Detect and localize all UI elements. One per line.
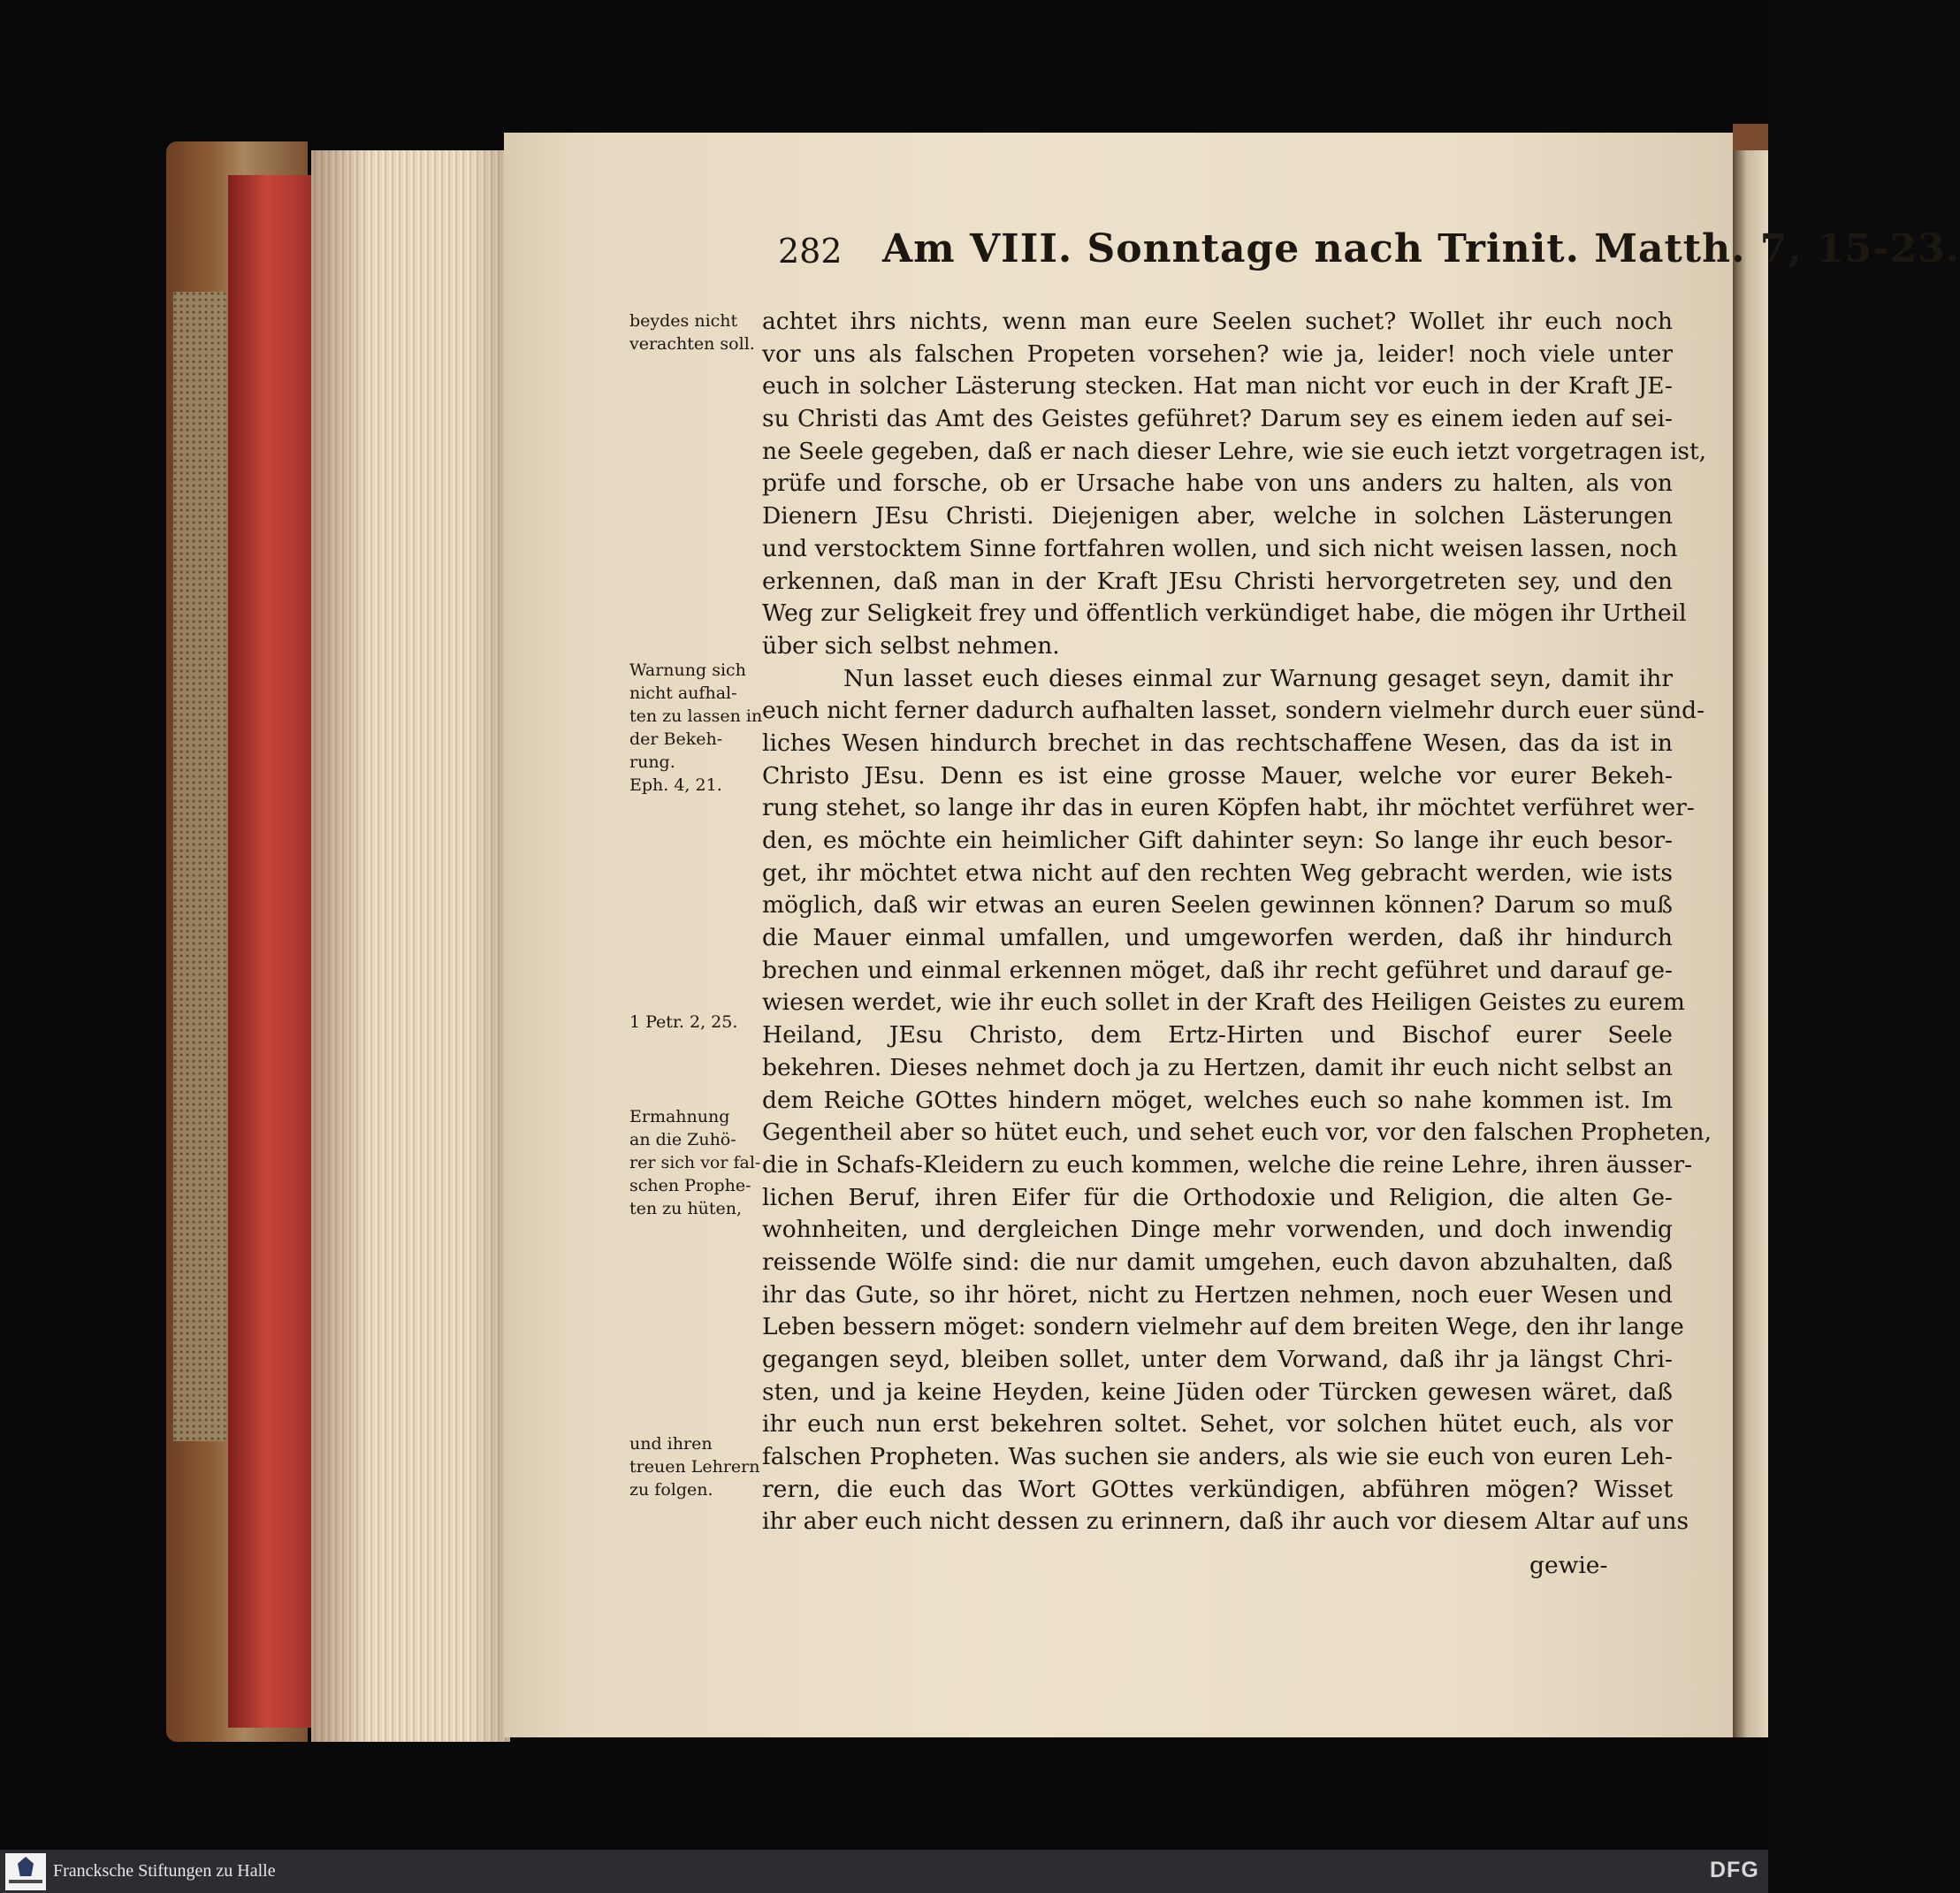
marbled-cover-pattern (173, 292, 226, 1441)
text-line: sten, und ja keine Heyden, keine Jüden oder Türcken gewesen wäret, daß (762, 1378, 1673, 1406)
margin-note-line: nicht aufhal- (629, 683, 737, 703)
text-line: wiesen werdet, wie ihr euch sollet in der Kraft des Heiligen Geistes zu eurem (762, 988, 1685, 1017)
text-line: rern, die euch das Wort GOttes verkündigen, abführen mögen? Wisset (762, 1475, 1673, 1503)
book-cover-right (1733, 124, 1768, 150)
text-line: ihr das Gute, so ihr höret, nicht zu Hertzen nehmen, noch euer Wesen und (762, 1280, 1673, 1309)
text-line: euch nicht ferner dadurch aufhalten lasset, sondern vielmehr durch euer sünd- (762, 697, 1705, 725)
catchword: gewie- (1529, 1552, 1608, 1579)
text-line: Gegentheil aber so hütet euch, und sehet euch vor, vor den falschen Propheten, (762, 1118, 1712, 1147)
text-line: gegangen seyd, bleiben sollet, unter dem Vorwand, daß ihr ja längst Chri- (762, 1346, 1673, 1373)
red-page-edges (228, 175, 324, 1728)
text-line: erkennen, daß man in der Kraft JEsu Christi hervorgetreten sey, und den (762, 567, 1673, 595)
text-line: ihr aber euch nicht dessen zu erinnern, daß ihr auch vor diesem Altar auf uns (762, 1508, 1689, 1536)
margin-note-line: rung. (629, 752, 675, 772)
text-line: möglich, daß wir etwas an euren Seelen gewinnen können? Darum so muß (762, 891, 1673, 920)
margin-note-line: ten zu lassen in (629, 706, 763, 726)
margin-note-line: verachten soll. (629, 334, 755, 354)
margin-note-line: rer sich vor fal- (629, 1153, 761, 1172)
text-line: su Christi das Amt des Geistes geführet? Darum sey es einem ieden auf sei- (762, 405, 1673, 433)
dfg-logo[interactable]: DFG (1710, 1858, 1759, 1882)
text-line: Dienern JEsu Christi. Diejenigen aber, welche in solchen Lästerungen (762, 502, 1673, 530)
margin-note-line: beydes nicht (629, 311, 738, 331)
page-stack-shadow (311, 150, 510, 1742)
text-line: get, ihr möchtet etwa nicht auf den rechten Weg gebracht werden, wie ists (762, 859, 1673, 887)
margin-note-line: der Bekeh- (629, 729, 723, 749)
text-line: Christo JEsu. Denn es ist eine grosse Mauer, welche vor eurer Bekeh- (762, 761, 1673, 790)
text-line: über sich selbst nehmen. (762, 631, 1060, 660)
margin-note-line: treuen Lehrern (629, 1457, 760, 1477)
text-line: und verstocktem Sinne fortfahren wollen, und sich nicht weisen lassen, noch (762, 534, 1678, 562)
book-gutter (1733, 137, 1768, 1737)
margin-note-line: zu folgen. (629, 1480, 713, 1500)
text-line: dem Reiche GOttes hindern möget, welches euch so nahe kommen ist. Im (762, 1086, 1673, 1114)
text-line: prüfe und forsche, ob er Ursache habe von uns anders zu halten, als von (762, 469, 1673, 498)
text-line: den, es möchte ein heimlicher Gift dahinter seyn: So lange ihr euch besor- (762, 827, 1673, 854)
margin-note-line: Ermahnung (629, 1107, 730, 1126)
margin-note (629, 659, 762, 797)
text-line: Heiland, JEsu Christo, dem Ertz-Hirten und Bischof eurer Seele (762, 1021, 1673, 1050)
text-line: euch in solcher Lästerung stecken. Hat man nicht vor euch in der Kraft JE- (762, 372, 1673, 401)
text-line: bekehren. Dieses nehmet doch ja zu Hertzen, damit ihr euch nicht selbst an (762, 1053, 1673, 1081)
running-head: Am VIII. Sonntage nach Trinit. Matth. 7, 15-23. (882, 226, 1960, 271)
institution-name[interactable]: Francksche Stiftungen zu Halle (53, 1861, 276, 1881)
margin-note-line: Warnung sich (629, 660, 746, 680)
text-line: reissende Wölfe sind: die nur damit umgehen, euch davon abzuhalten, daß (762, 1248, 1673, 1276)
margin-note-line: schen Prophe- (629, 1176, 751, 1195)
margin-note (629, 1432, 762, 1501)
page-number: 282 (778, 232, 843, 271)
page-header (778, 226, 1960, 285)
text-line: ne Seele gegeben, daß er nach dieser Lehre, wie sie euch ietzt vorgetragen ist, (762, 437, 1707, 465)
text-line: lichen Beruf, ihren Eifer für die Orthodoxie und Religion, die alten Ge- (762, 1183, 1673, 1211)
text-line: liches Wesen hindurch brechet in das rechtschaffene Wesen, das da ist in (762, 729, 1673, 757)
text-line: Leben bessern möget: sondern vielmehr auf dem breiten Wege, den ihr lange (762, 1313, 1684, 1341)
main-text (762, 306, 1712, 1538)
margin-note-line: Eph. 4, 21. (629, 775, 722, 795)
margin-note (629, 1011, 762, 1034)
text-line: die in Schafs-Kleidern zu euch kommen, welche die reine Lehre, ihren äusser- (762, 1150, 1693, 1179)
text-line: wohnheiten, und dergleichen Dinge mehr vorwenden, und doch inwendig (762, 1216, 1673, 1244)
margin-note-line: und ihren (629, 1434, 713, 1454)
text-line: falschen Propheten. Was suchen sie anders, als wie sie euch von euren Leh- (762, 1443, 1673, 1471)
text-line: Nun lasset euch dieses einmal zur Warnung gesaget seyn, damit ihr (843, 664, 1673, 692)
margin-note-line: ten zu hüten, (629, 1199, 743, 1218)
margin-note-line: an die Zuhö- (629, 1130, 736, 1149)
text-line: achtet ihrs nichts, wenn man eure Seelen suchet? Wollet ihr euch noch (762, 308, 1673, 335)
text-line: die Mauer einmal umfallen, und umgeworfen werden, daß ihr hindurch (762, 924, 1673, 952)
margin-note-line: 1 Petr. 2, 25. (629, 1012, 738, 1032)
margin-note (629, 309, 762, 355)
text-line: Weg zur Seligkeit frey und öffentlich verkündiget habe, die mögen ihr Urtheil (762, 599, 1687, 628)
margin-note (629, 1105, 762, 1220)
text-line: vor uns als falschen Propeten vorsehen? wie ja, leider! noch viele unter (762, 340, 1673, 368)
text-line: ihr euch nun erst bekehren soltet. Sehet, vor solchen hütet euch, als vor (762, 1410, 1673, 1439)
logo-caption (9, 1880, 42, 1883)
text-line: brechen und einmal erkennen möget, daß ihr recht geführet und darauf ge- (762, 956, 1673, 984)
text-line: rung stehet, so lange ihr das in euren Köpfen habt, ihr möchtet verführet wer- (762, 794, 1695, 822)
